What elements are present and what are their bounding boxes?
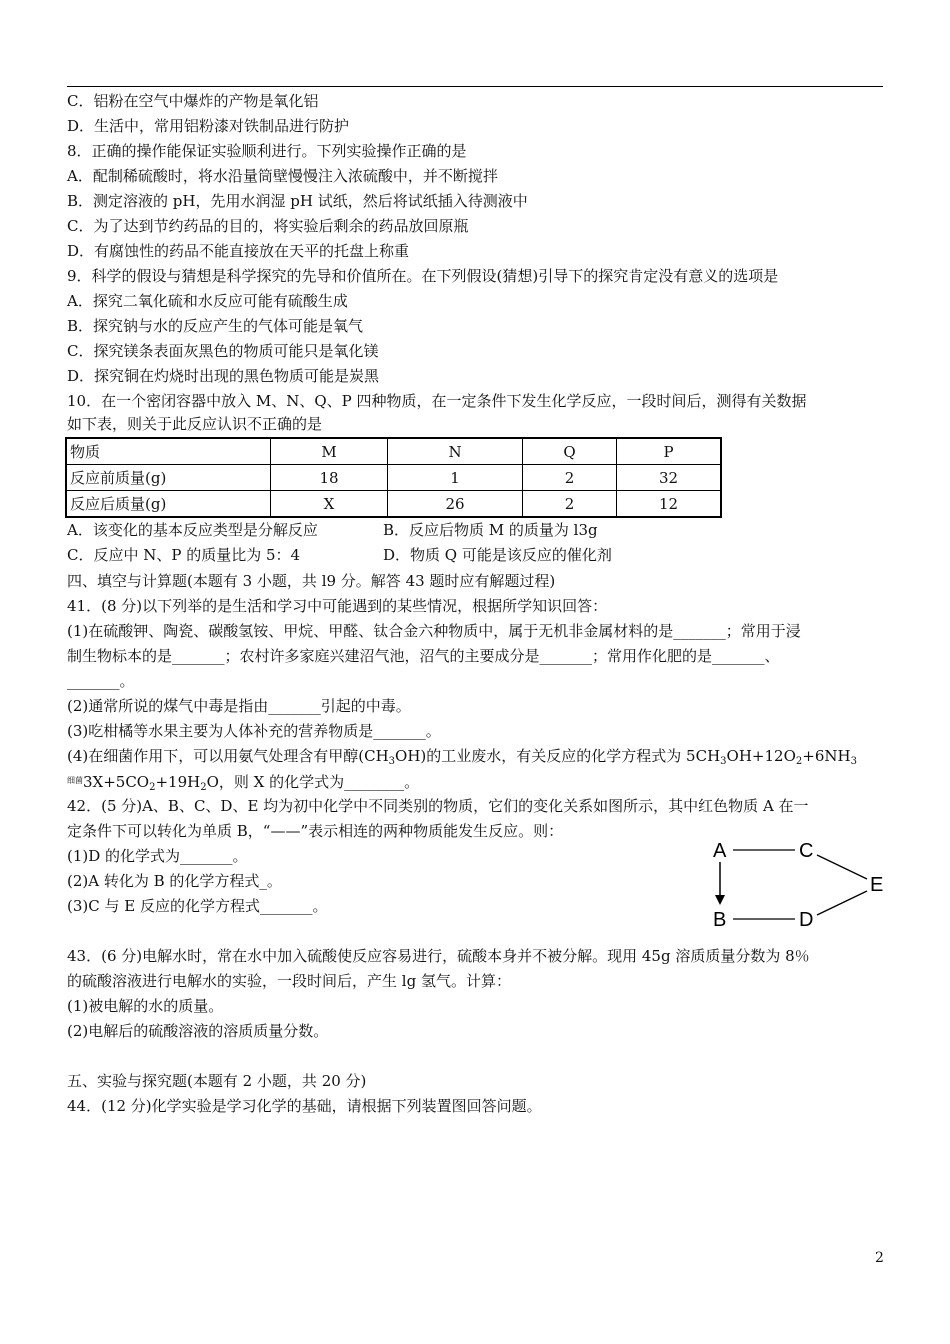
question-42-stem-cont: 定条件下可以转化为单质 B，“——”表示相连的两种物质能发生反应。则： bbox=[67, 822, 564, 840]
table-cell: 物质 bbox=[66, 438, 271, 465]
table-cell: Q bbox=[523, 438, 617, 465]
reaction-condition: 细菌 bbox=[67, 776, 83, 785]
node-d: D bbox=[799, 909, 814, 931]
table-row bbox=[66, 465, 721, 491]
subscript: 2 bbox=[200, 782, 207, 793]
node-e: E bbox=[870, 874, 884, 896]
q41-part-1-cont: 制生物标本的是_______；农村许多家庭兴建沼气池，沼气的主要成分是_______；常用作化肥的是_______、 bbox=[67, 647, 780, 665]
option-a: A．该变化的基本反应类型是分解反应 bbox=[67, 521, 318, 539]
table-cell: 2 bbox=[523, 465, 617, 491]
q42-part-3: (3)C 与 E 反应的化学方程式_______。 bbox=[67, 897, 328, 915]
text: 3X+5CO bbox=[83, 773, 150, 791]
option-c: C．为了达到节约药品的目的，将实验后剩余的药品放回原瓶 bbox=[67, 217, 469, 235]
option-d: D．探究铜在灼烧时出现的黑色物质可能是炭黑 bbox=[67, 367, 380, 385]
q41-part-4 bbox=[67, 747, 857, 771]
question-43-stem: 43．(6 分)电解水时，常在水中加入硫酸使反应容易进行，硫酸本身并不被分解。现用 45g 溶质质量分数为 8％ bbox=[67, 947, 810, 965]
q43-part-2: (2)电解后的硫酸溶液的溶质质量分数。 bbox=[67, 1022, 329, 1040]
option-b: B．反应后物质 M 的质量为 l3g bbox=[383, 521, 598, 539]
option-a: A．配制稀硫酸时，将水沿量筒壁慢慢注入浓硫酸中，并不断搅拌 bbox=[67, 167, 498, 185]
table-cell: 12 bbox=[617, 491, 722, 518]
option-b: B．探究钠与水的反应产生的气体可能是氧气 bbox=[67, 317, 364, 335]
q42-part-1: (1)D 的化学式为_______。 bbox=[67, 847, 248, 865]
option-a: A．探究二氧化硫和水反应可能有硫酸生成 bbox=[67, 292, 348, 310]
question-10-stem-cont: 如下表，则关于此反应认识不正确的是 bbox=[67, 415, 323, 433]
node-b: B bbox=[713, 909, 727, 931]
arrow-head bbox=[715, 895, 725, 905]
table-cell: 2 bbox=[523, 491, 617, 518]
page-number: 2 bbox=[875, 1250, 884, 1266]
q41-part-2: (2)通常所说的煤气中毒是指由_______引起的中毒。 bbox=[67, 697, 411, 715]
table-row bbox=[66, 491, 721, 518]
option-b: B．测定溶液的 pH，先用水润湿 pH 试纸，然后将试纸插入待测液中 bbox=[67, 192, 528, 210]
header-rule bbox=[67, 86, 883, 87]
q43-part-1: (1)被电解的水的质量。 bbox=[67, 997, 224, 1015]
q41-part-4-cont bbox=[67, 772, 419, 797]
question-10-stem: 10．在一个密闭容器中放入 M、N、Q、P 四种物质，在一定条件下发生化学反应，一段时间后，测得有关数据 bbox=[67, 392, 807, 410]
reaction-diagram bbox=[705, 835, 895, 935]
subscript: 3 bbox=[850, 756, 857, 767]
table-cell: 26 bbox=[388, 491, 523, 518]
question-43-stem-cont: 的硫酸溶液进行电解水的实验，一段时间后，产生 lg 氢气。计算： bbox=[67, 972, 511, 990]
question-44-stem: 44．(12 分)化学实验是学习化学的基础，请根据下列装置图回答问题。 bbox=[67, 1097, 542, 1115]
question-8-stem: 8．正确的操作能保证实验顺利进行。下列实验操作正确的是 bbox=[67, 142, 467, 160]
q41-part-3: (3)吃柑橘等水果主要为人体补充的营养物质是_______。 bbox=[67, 722, 441, 740]
question-42-stem: 42．(5 分)A、B、C、D、E 均为初中化学中不同类别的物质，它们的变化关系如图所示，其中红色物质 A 在一 bbox=[67, 797, 809, 815]
table-cell: 反应前质量(g) bbox=[66, 465, 271, 491]
table-cell: 18 bbox=[271, 465, 388, 491]
option-d: D．物质 Q 可能是该反应的催化剂 bbox=[383, 546, 612, 564]
text: +19H bbox=[155, 773, 201, 791]
subscript: 3 bbox=[388, 756, 396, 767]
mass-table bbox=[65, 437, 722, 518]
node-c: C bbox=[799, 840, 814, 862]
text: (4)在细菌作用下，可以用氨气处理含有甲醇(CH bbox=[67, 747, 389, 765]
text-line: D．生活中，常用铝粉漆对铁制品进行防护 bbox=[67, 117, 350, 135]
edge-d-e bbox=[817, 891, 867, 915]
option-c: C．反应中 N、P 的质量比为 5：4 bbox=[67, 546, 301, 564]
q41-part-1: (1)在硫酸钾、陶瓷、碳酸氢铵、甲烷、甲醛、钛合金六种物质中，属于无机非金属材料的是_______；常用于浸 bbox=[67, 622, 801, 640]
subscript: 2 bbox=[149, 782, 156, 793]
text: OH+12O bbox=[726, 747, 796, 765]
q42-part-2: (2)A 转化为 B 的化学方程式_。 bbox=[67, 872, 282, 890]
table-cell: M bbox=[271, 438, 388, 465]
text: +6NH bbox=[802, 747, 851, 765]
node-a: A bbox=[713, 840, 727, 862]
subscript: 2 bbox=[795, 756, 803, 767]
q41-part-1-cont: _______。 bbox=[67, 672, 135, 690]
table-cell: N bbox=[388, 438, 523, 465]
question-41-stem: 41．(8 分)以下列举的是生活和学习中可能遇到的某些情况，根据所学知识回答： bbox=[67, 597, 608, 615]
text-line: C．铝粉在空气中爆炸的产物是氧化铝 bbox=[67, 92, 319, 110]
table-cell: 32 bbox=[617, 465, 722, 491]
edge-c-e bbox=[817, 855, 867, 879]
table-cell: X bbox=[271, 491, 388, 518]
table-row bbox=[66, 438, 721, 465]
question-9-stem: 9．科学的假设与猜想是科学探究的先导和价值所在。在下列假设(猜想)引导下的探究肯定没有意义的选项是 bbox=[67, 267, 779, 285]
table-cell: 反应后质量(g) bbox=[66, 491, 271, 518]
option-c: C．探究镁条表面灰黑色的物质可能只是氧化镁 bbox=[67, 342, 379, 360]
section-4-heading: 四、填空与计算题(本题有 3 小题，共 l9 分。解答 43 题时应有解题过程) bbox=[67, 572, 556, 590]
table-cell: P bbox=[617, 438, 722, 465]
text: O，则 X 的化学式为________。 bbox=[206, 773, 420, 791]
option-d: D．有腐蚀性的药品不能直接放在天平的托盘上称重 bbox=[67, 242, 410, 260]
subscript: 3 bbox=[720, 756, 727, 767]
text: OH)的工业废水，有关反应的化学方程式为 5CH bbox=[395, 747, 721, 765]
section-5-heading: 五、实验与探究题(本题有 2 小题，共 20 分) bbox=[67, 1072, 367, 1090]
table-cell: 1 bbox=[388, 465, 523, 491]
